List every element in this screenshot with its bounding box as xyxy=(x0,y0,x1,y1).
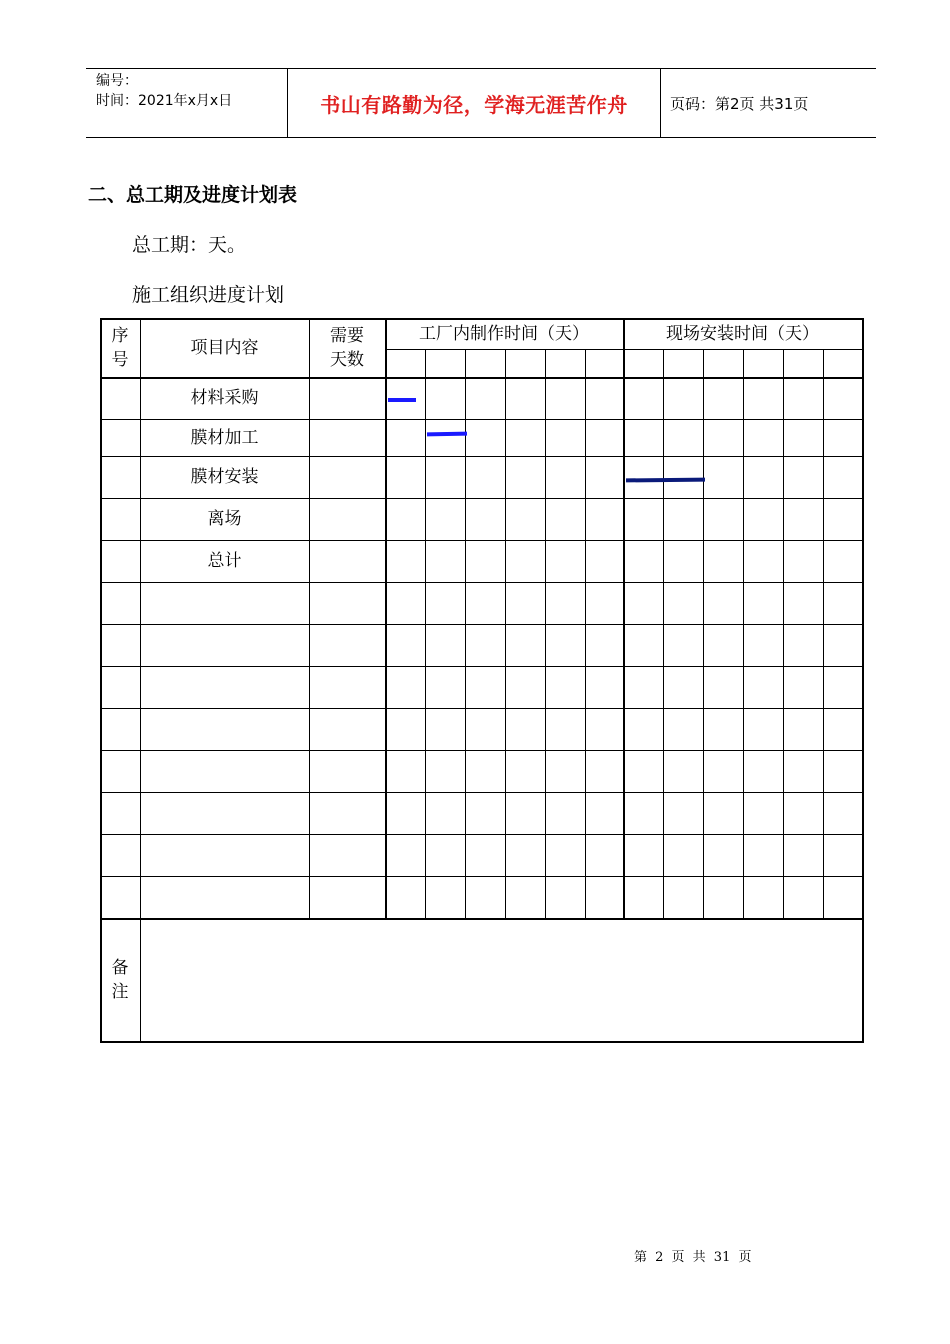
table-row-content xyxy=(140,708,309,750)
table-row-content: 离场 xyxy=(207,509,242,529)
doc-time-label: 时间：2021年x月x日 xyxy=(96,93,233,109)
table-row-content: 材料采购 xyxy=(190,388,259,408)
table-row-content xyxy=(140,792,309,834)
plan-title: 施工组织进度计划 xyxy=(132,284,285,306)
table-row-content xyxy=(140,834,309,876)
doc-number-label: 编号： xyxy=(96,73,138,89)
table-row-content xyxy=(140,666,309,708)
table-row-content: 总计 xyxy=(207,551,242,571)
gantt-bar-membrane-installation xyxy=(626,478,705,483)
table-row-content xyxy=(140,582,309,624)
page-header xyxy=(86,68,876,138)
col-header-factory-time: 工厂内制作时间（天） xyxy=(419,323,589,344)
header-motto: 书山有路勤为径，学海无涯苦作舟 xyxy=(320,92,628,117)
header-meta xyxy=(96,71,232,111)
col-header-seq: 序 号 xyxy=(111,325,129,370)
table-row-content xyxy=(140,624,309,666)
total-period: 总工期：天。 xyxy=(132,234,247,256)
gantt-bar-material-purchase xyxy=(388,398,416,402)
page-footer: 第 2 页 共 31 页 xyxy=(634,1250,752,1265)
table-row-content xyxy=(140,876,309,918)
remarks-label: 备 注 xyxy=(111,957,129,1002)
col-header-site-time: 现场安装时间（天） xyxy=(666,323,819,344)
table-row-content xyxy=(140,750,309,792)
col-header-content: 项目内容 xyxy=(190,337,259,358)
table-row-content: 膜材加工 xyxy=(190,427,259,448)
col-header-days: 需要 天数 xyxy=(330,325,364,370)
section-title: 二、总工期及进度计划表 xyxy=(88,184,298,206)
gantt-bar-membrane-processing xyxy=(427,432,467,437)
header-page-info: 页码：第2页 共31页 xyxy=(670,94,809,113)
table-row-content: 膜材安装 xyxy=(190,467,259,487)
